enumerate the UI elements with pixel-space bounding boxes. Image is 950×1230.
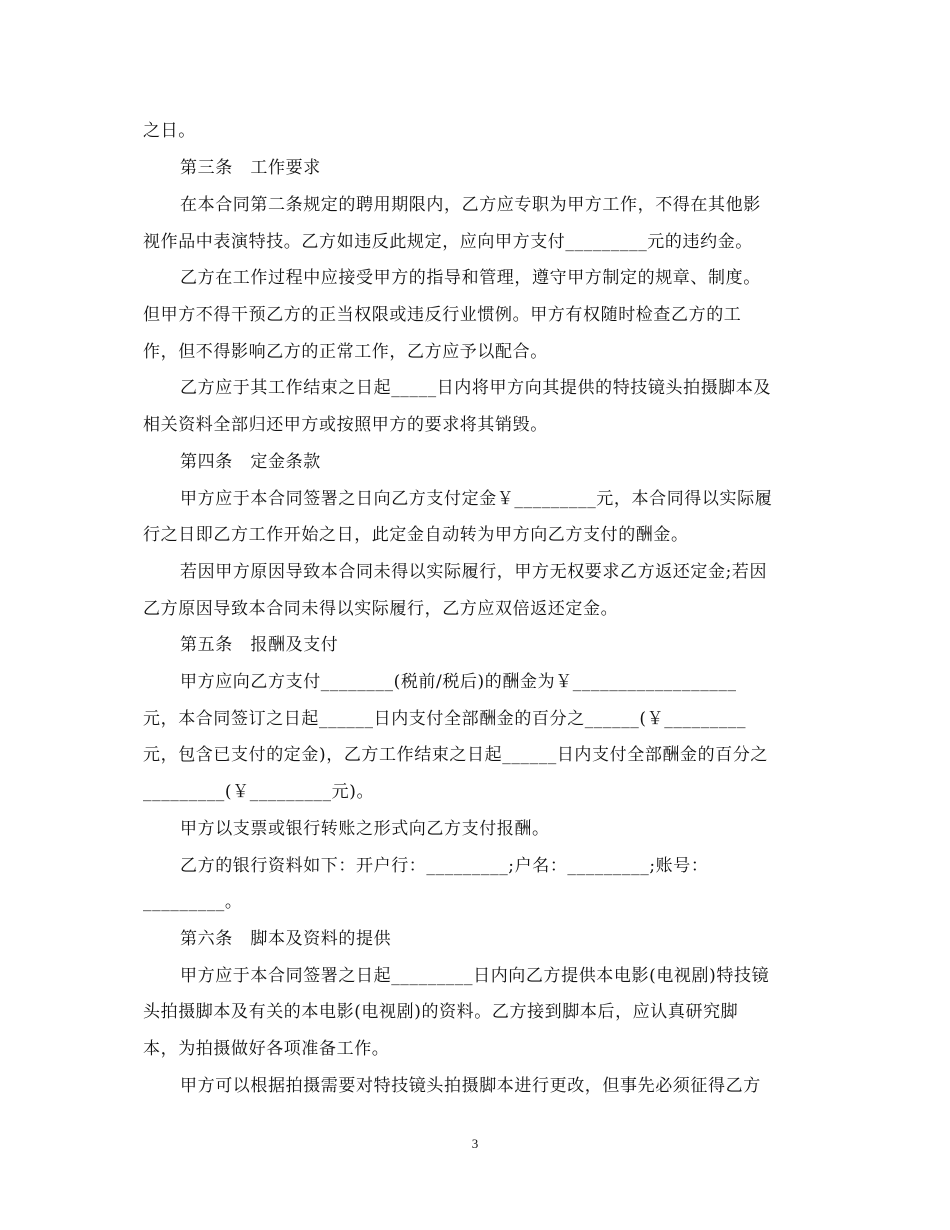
paragraph-line: 甲方应于本合同签署之日向乙方支付定金￥_________元，本合同得以实际履: [180, 489, 773, 509]
paragraph-line: 甲方可以根据拍摄需要对特技镜头拍摄脚本进行更改，但事先必须征得乙方: [180, 1076, 761, 1096]
paragraph-line: 甲方以支票或银行转账之形式向乙方支付报酬。: [180, 819, 550, 839]
paragraph-line: 行之日即乙方工作开始之日，此定金自动转为甲方向乙方支付的酬金。: [143, 525, 689, 545]
paragraph-line: 视作品中表演特技。乙方如违反此规定，应向甲方支付_________元的违约金。: [143, 232, 753, 252]
page-number: 3: [471, 1136, 479, 1151]
paragraph-line: 作，但不得影响乙方的正常工作，乙方应予以配合。: [143, 342, 548, 362]
paragraph-line: 乙方的银行资料如下：开户行：_________;户名：_________;账号：: [180, 856, 709, 876]
section-heading-article-3: 第三条 工作要求: [180, 158, 321, 178]
paragraph-line: 元，包含已支付的定金)，乙方工作结束之日起______日内支付全部酬金的百分之: [143, 745, 769, 765]
paragraph-line: _________。: [143, 892, 243, 912]
paragraph-line: 甲方应于本合同签署之日起_________日内向乙方提供本电影(电视剧)特技镜: [180, 966, 770, 986]
paragraph-line: 元，本合同签订之日起______日内支付全部酬金的百分之______(￥_________: [143, 709, 747, 729]
paragraph-line: 但甲方不得干预乙方的正当权限或违反行业惯例。甲方有权随时检查乙方的工: [143, 305, 742, 325]
paragraph-line: 乙方原因导致本合同未得以实际履行，乙方应双倍返还定金。: [143, 599, 619, 619]
paragraph-line: 相关资料全部归还甲方或按照甲方的要求将其销毁。: [143, 415, 548, 435]
paragraph-line: 乙方应于其工作结束之日起_____日内将甲方向其提供的特技镜头拍摄脚本及: [180, 378, 772, 398]
section-heading-article-5: 第五条 报酬及支付: [180, 635, 339, 655]
paragraph-line: _________(￥_________元)。: [143, 782, 375, 802]
section-heading-article-4: 第四条 定金条款: [180, 452, 321, 472]
paragraph-line: 甲方应向乙方支付________(税前/税后)的酬金为￥__________________: [180, 672, 737, 692]
paragraph-line: 在本合同第二条规定的聘用期限内，乙方应专职为甲方工作，不得在其他影: [180, 195, 761, 215]
paragraph-line: 之日。: [143, 121, 196, 141]
paragraph-line: 头拍摄脚本及有关的本电影(电视剧)的资料。乙方接到脚本后，应认真研究脚: [143, 1002, 739, 1022]
paragraph-line: 若因甲方原因导致本合同未得以实际履行，甲方无权要求乙方返还定金;若因: [180, 562, 768, 582]
paragraph-line: 本，为拍摄做好各项准备工作。: [143, 1039, 390, 1059]
paragraph-line: 乙方在工作过程中应接受甲方的指导和管理，遵守甲方制定的规章、制度。: [180, 268, 761, 288]
section-heading-article-6: 第六条 脚本及资料的提供: [180, 929, 392, 949]
